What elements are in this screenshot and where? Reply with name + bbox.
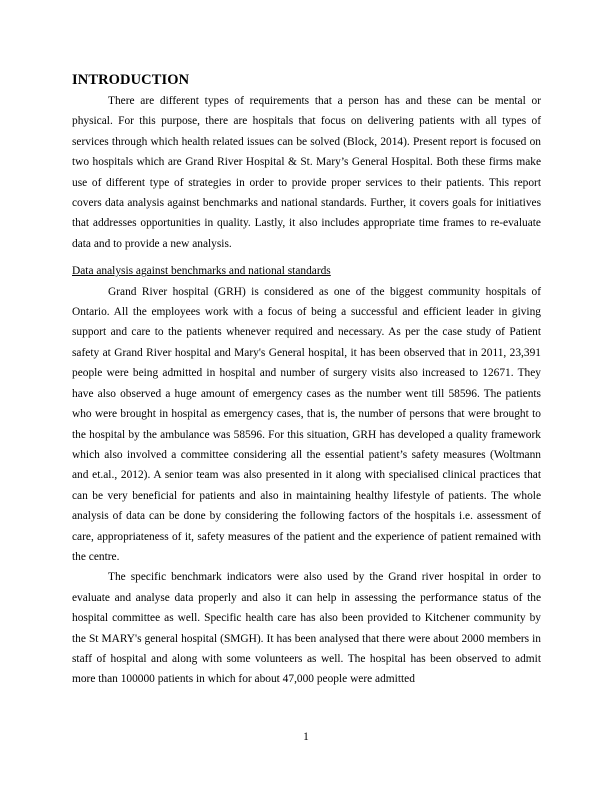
- intro-paragraph: There are different types of requirements that a person has and these can be mental or physical. For this purpose, there are hospitals that focus on delivering patients with all types of services through which health related issues can be solved (Block, 2014). Present report is focused on two hospitals which are Grand River Hospital & St. Mary’s General Hospital. Both these firms make use of different type of strategies in order to provide proper services to their patients. This report covers data analysis against benchmarks and national standards. Further, it covers goals for initiatives that addresses opportunities in quality. Lastly, it also includes appropriate time frames to re-evaluate data and to provide a new analysis.: [72, 95, 541, 250]
- paragraph-benchmark-indicators: The specific benchmark indicators were also used by the Grand river hospital in order to evaluate and analyse data properly and also it can help in assessing the performance status of the hospital committee as well. Specific health care has also been provided to Kitchener community by the St MARY's general hospital (SMGH). It has been analysed that there were about 2000 members in staff of hospital and along with some volunteers as well. The hospital has been observed to admit more than 100000 patients in which for about 47,000 people were admitted: [72, 571, 541, 686]
- page-number: 1: [303, 731, 309, 743]
- page-content: [72, 71, 541, 690]
- section-heading-introduction: INTRODUCTION: [72, 72, 190, 88]
- subsection-heading-data-analysis: Data analysis against benchmarks and national standards: [72, 265, 331, 278]
- paragraph-grh-overview: Grand River hospital (GRH) is considered as one of the biggest community hospitals of Ontario. All the employees work with a focus of being a successful and efficient leader in giving support and care to the patients whenever required and necessary. As per the case study of Patient safety at Grand River hospital and Mary's General hospital, it has been observed that in 2011, 23,391 people were being admitted in hospital and number of surgery visits also increased to 12671. They have also observed a huge amount of emergency cases as the number went till 58596. The patients who were brought in hospital as emergency cases, that is, the number of persons that were brought to the hospital by the ambulance was 58596. For this situation, GRH has developed a quality framework which also involved a committee considering all the essential patient’s safety measures (Woltmann and et.al., 2012). A senior team was also presented in it along with specialised clinical practices that can be very beneficial for patients and also in maintaining healthy lifestyle of patients. The whole analysis of data can be done by considering the following factors of the hospitals i.e. assessment of care, appropriateness of it, safety measures of the patient and the experience of patient remained with the centre.: [72, 285, 541, 563]
